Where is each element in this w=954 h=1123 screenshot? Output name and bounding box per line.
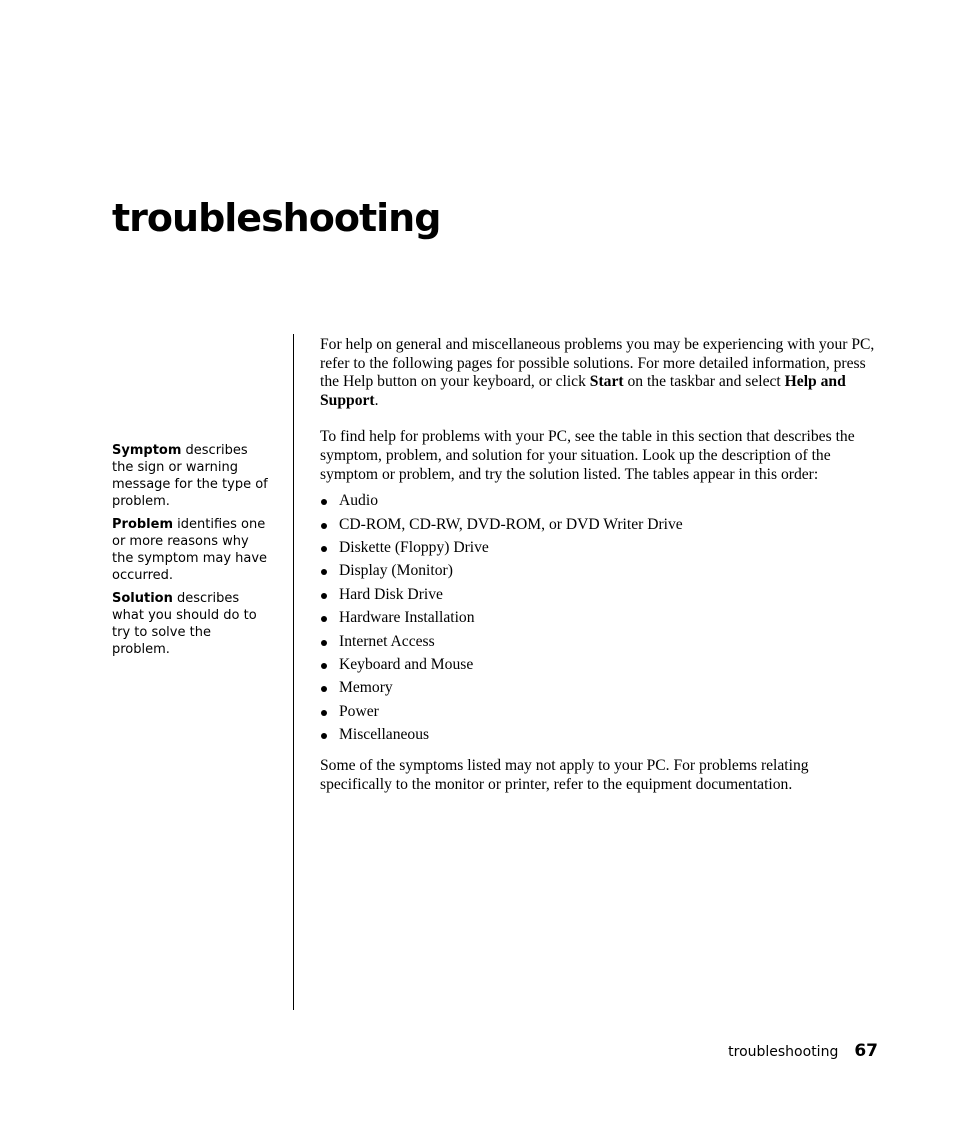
- list-item: [320, 703, 876, 726]
- sidebar-notes: [112, 442, 272, 664]
- list-item-label: Power: [339, 702, 379, 720]
- note-term: Symptom: [112, 443, 182, 458]
- sidebar-note-symptom: [112, 442, 272, 510]
- intro-text-c: .: [374, 391, 379, 409]
- bullet-icon: [321, 686, 327, 692]
- note-term: Problem: [112, 517, 173, 532]
- bullet-icon: [321, 593, 327, 599]
- intro-paragraph: [320, 336, 876, 410]
- bullet-icon: [321, 546, 327, 552]
- list-item: [320, 656, 876, 679]
- list-item-label: Audio: [339, 492, 378, 510]
- bullet-icon: [321, 616, 327, 622]
- bullet-icon: [321, 640, 327, 646]
- list-item: [320, 633, 876, 656]
- list-item: [320, 492, 876, 515]
- list-item: [320, 609, 876, 632]
- closing-paragraph: Some of the symptoms listed may not apply to your PC. For problems relating specifically to the monitor or printer, refer to the equipment documentation.: [320, 757, 809, 794]
- start-label: Start: [589, 373, 624, 391]
- list-item-label: Hardware Installation: [339, 609, 475, 627]
- list-item: [320, 562, 876, 585]
- intro-text-b: on the taskbar and select: [623, 373, 785, 391]
- main-content: [320, 336, 876, 795]
- sidebar-note-problem: [112, 516, 272, 584]
- bullet-icon: [321, 523, 327, 529]
- topic-list: [320, 492, 876, 749]
- column-divider: [293, 334, 294, 1010]
- list-item: [320, 586, 876, 609]
- sidebar-note-solution: [112, 590, 272, 658]
- bullet-icon: [321, 663, 327, 669]
- list-item-label: Display (Monitor): [339, 562, 453, 580]
- bullet-icon: [321, 499, 327, 505]
- page-number: 67: [854, 1041, 878, 1061]
- list-item: [320, 726, 876, 749]
- list-item-label: Memory: [339, 679, 393, 697]
- bullet-icon: [321, 733, 327, 739]
- list-item-label: CD-ROM, CD-RW, DVD-ROM, or DVD Writer Drive: [339, 515, 683, 533]
- note-text: identifies one or more reasons why the symptom may have occurred.: [112, 517, 268, 583]
- list-item-label: Internet Access: [339, 632, 435, 650]
- list-item: [320, 516, 876, 539]
- table-guide-paragraph: To find help for problems with your PC, see the table in this section that describes the symptom, problem, and solution for your situation. Look up the description of the symptom or problem, and try the solution listed. The tables appear in this order:: [320, 428, 855, 483]
- list-item-label: Diskette (Floppy) Drive: [339, 538, 489, 556]
- bullet-icon: [321, 569, 327, 575]
- page-footer: [728, 1041, 878, 1061]
- note-text: describes the sign or warning message for the type of problem.: [112, 443, 268, 509]
- help-and-support-label: Help and Support: [320, 373, 846, 409]
- list-item: [320, 539, 876, 562]
- list-item: [320, 679, 876, 702]
- note-text: describes what you should do to try to solve the problem.: [112, 591, 257, 657]
- list-item-label: Keyboard and Mouse: [339, 655, 474, 673]
- list-item-label: Hard Disk Drive: [339, 585, 443, 603]
- page-title: troubleshooting: [112, 196, 441, 240]
- bullet-icon: [321, 710, 327, 716]
- running-head: troubleshooting: [728, 1044, 839, 1060]
- note-term: Solution: [112, 591, 173, 606]
- list-item-label: Miscellaneous: [339, 726, 430, 744]
- intro-text-a: For help on general and miscellaneous problems you may be experiencing with your PC, refer to the following pages for possible solutions. For more detailed information, press the Help button on your keyboard, or click: [320, 336, 875, 391]
